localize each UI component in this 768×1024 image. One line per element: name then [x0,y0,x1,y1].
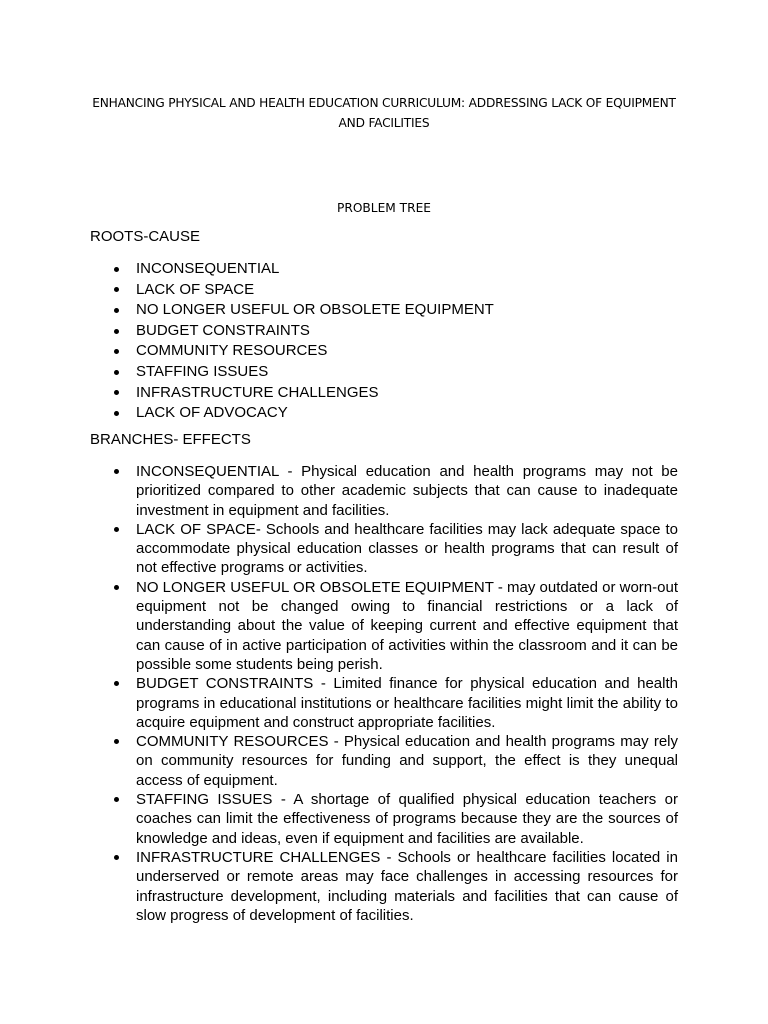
list-item [90,674,678,732]
list-item-text: INFRASTRUCTURE CHALLENGES [136,383,379,401]
bullet-icon [114,855,119,860]
list-item-text: BUDGET CONSTRAINTS [136,321,310,339]
list-item [90,790,678,848]
roots-cause-heading: ROOTS-CAUSE [90,228,201,245]
bullet-icon [114,585,119,590]
bullet-icon [114,329,119,334]
list-item [90,732,678,790]
list-item [90,300,678,321]
list-item [90,520,678,578]
list-item [90,341,678,362]
bullet-icon [114,469,119,474]
list-item-text: INFRASTRUCTURE CHALLENGES - Schools or healthcare facilities located in underserved or remote areas may face challenges in accessing resources for infrastructure development, including materials and facilities that can cause of slow progress of development of facilities. [136,848,678,924]
list-item-text: LACK OF SPACE- Schools and healthcare facilities may lack adequate space to accommodate physical education classes or health programs that can result of not effective programs or activities. [136,520,678,577]
list-item-text: COMMUNITY RESOURCES [136,342,328,360]
bullet-icon [114,681,119,686]
document-title: ENHANCING PHYSICAL AND HEALTH EDUCATION CURRICULUM: ADDRESSING LACK OF EQUIPMENT AND FACILITIES [92,96,676,130]
list-item-text: STAFFING ISSUES [136,362,269,380]
list-item-text: LACK OF ADVOCACY [136,404,288,422]
list-item [90,321,678,342]
branches-effects-list [90,462,678,925]
bullet-icon [114,411,119,416]
list-item [90,578,678,674]
bullet-icon [114,527,119,532]
bullet-icon [114,370,119,375]
bullet-icon [114,267,119,272]
branches-effects-heading: BRANCHES- EFFECTS [90,431,251,448]
bullet-icon [114,308,119,313]
roots-cause-list [90,259,678,424]
list-item-text: LACK OF SPACE [136,280,255,298]
list-item-text: INCONSEQUENTIAL - Physical education and health programs may not be prioritized compared to other academic subjects that can cause to inadequate investment in equipment and facilities. [136,463,678,519]
list-item-text: COMMUNITY RESOURCES - Physical education and health programs may rely on community resources for funding and support, the effect is they unequal access of equipment. [136,733,678,789]
list-item-text: STAFFING ISSUES - A shortage of qualified physical education teachers or coaches can limit the effectiveness of programs because they are the sources of knowledge and ideas, even if equipment and facilities are available. [136,791,678,847]
list-item [90,403,678,424]
list-item [90,462,678,520]
list-item-text: INCONSEQUENTIAL [136,260,280,277]
list-item-text: NO LONGER USEFUL OR OBSOLETE EQUIPMENT - may outdated or worn-out equipment not be changed owing to financial restrictions or a lack of understanding about the value of keeping current and effective equipment that can cause of in active participation of activities within the classroom and it can be possible some students being perish. [136,578,678,673]
list-item [90,280,678,301]
list-item [90,362,678,383]
list-item-text: NO LONGER USEFUL OR OBSOLETE EQUIPMENT [136,301,494,319]
bullet-icon [114,349,119,354]
document-subtitle: PROBLEM TREE [337,201,431,215]
bullet-icon [114,287,119,292]
bullet-icon [114,739,119,744]
bullet-icon [114,390,119,395]
list-item-text: BUDGET CONSTRAINTS - Limited finance for physical education and health programs in educational institutions or healthcare facilities might limit the ability to acquire equipment and construct appropriate facilities. [136,675,678,731]
list-item [90,848,678,925]
list-item [90,383,678,404]
bullet-icon [114,797,119,802]
list-item [90,259,678,280]
